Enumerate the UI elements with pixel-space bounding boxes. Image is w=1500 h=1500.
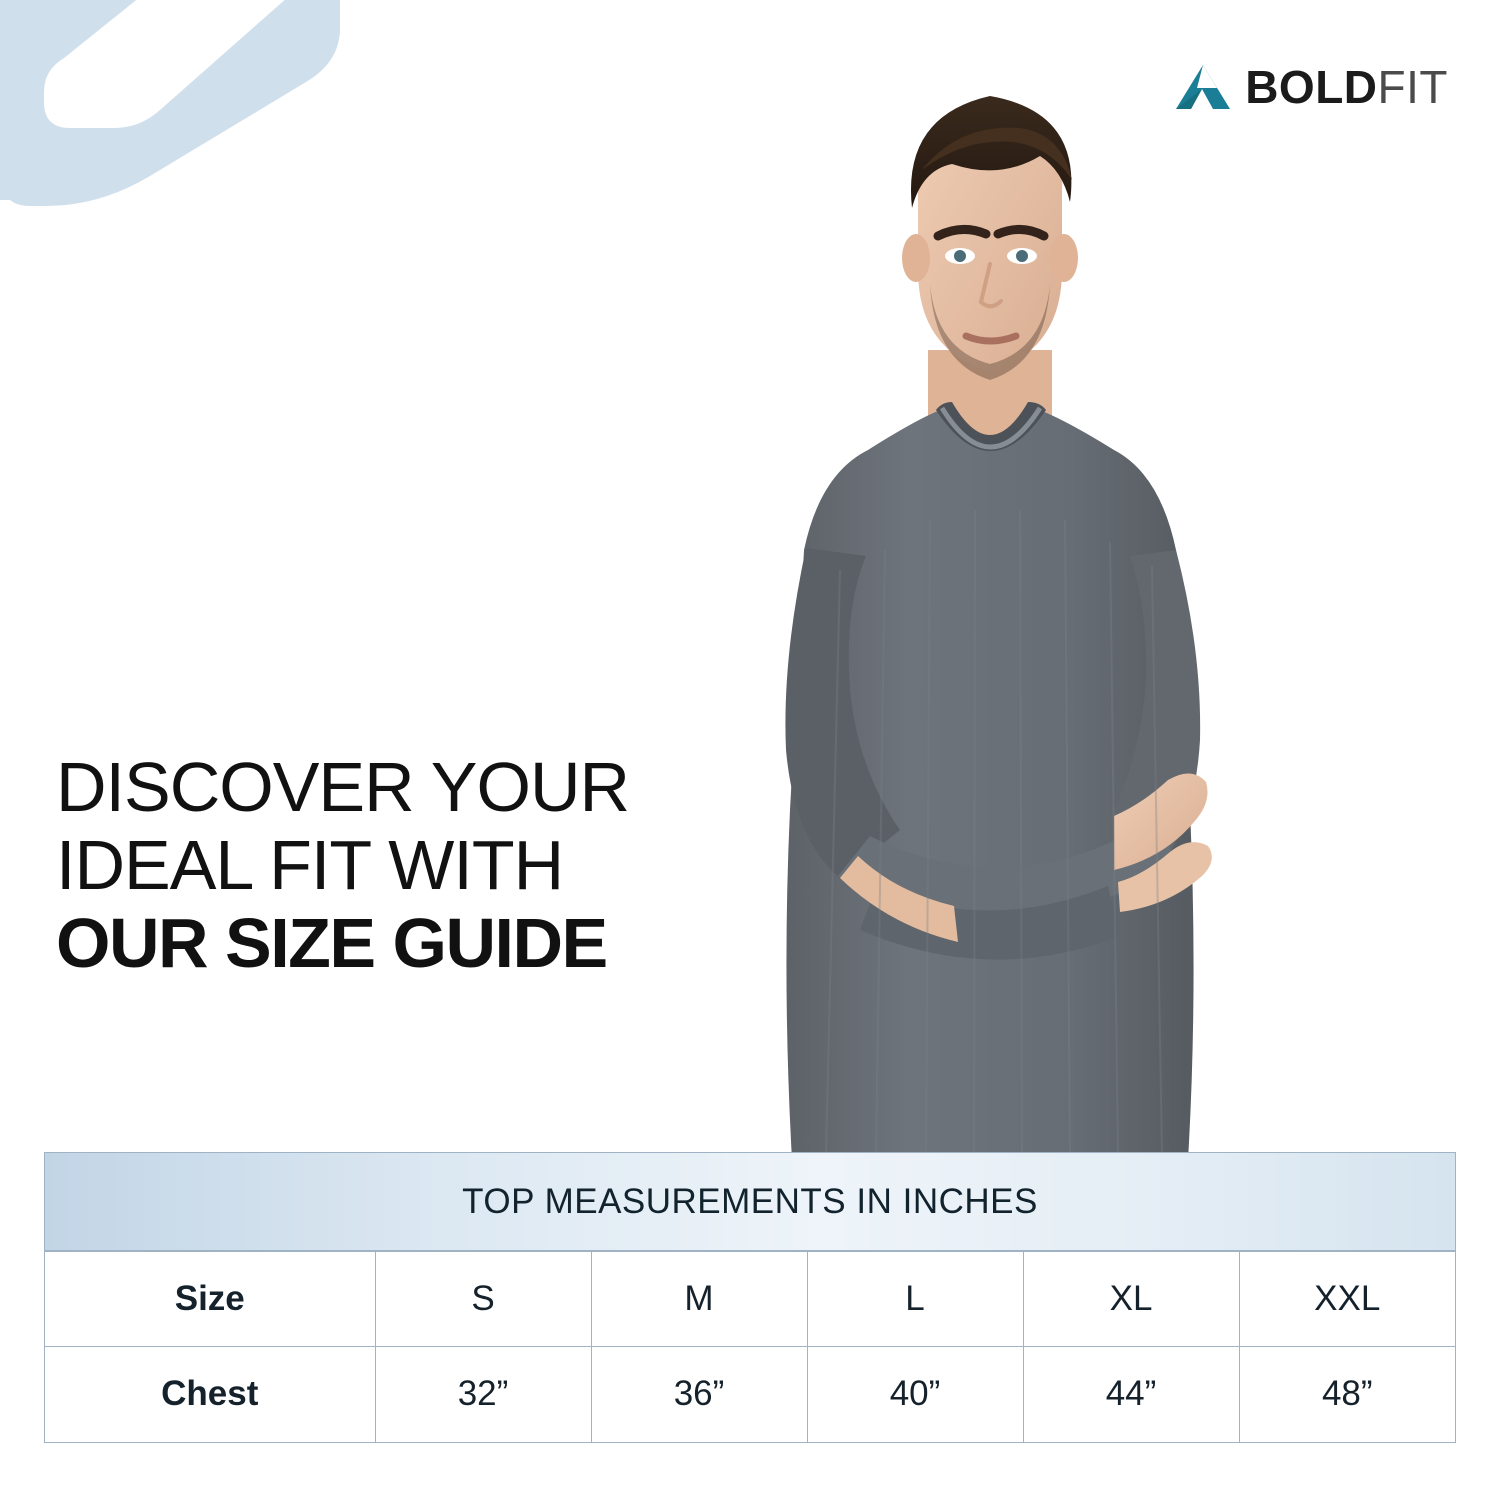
headline-line-2: IDEAL FIT WITH xyxy=(56,826,564,904)
size-m: M xyxy=(591,1252,807,1347)
size-chart-title-bar xyxy=(45,1153,1455,1251)
size-xl: XL xyxy=(1023,1252,1239,1347)
size-s: S xyxy=(375,1252,591,1347)
size-xxl: XXL xyxy=(1239,1252,1455,1347)
model-wearing-grey-thermal-top-illustration xyxy=(690,50,1330,1160)
decorative-swoosh xyxy=(0,0,420,300)
page-title xyxy=(56,748,676,982)
chest-m: 36” xyxy=(591,1347,807,1442)
chest-l: 40” xyxy=(807,1347,1023,1442)
swoosh-shape-icon xyxy=(0,0,420,300)
model-photo xyxy=(690,50,1330,1160)
size-chart-title: TOP MEASUREMENTS IN INCHES xyxy=(462,1181,1038,1221)
size-chart-grid xyxy=(45,1251,1455,1442)
size-l: L xyxy=(807,1252,1023,1347)
brand-name-bold: BOLD xyxy=(1245,61,1378,113)
headline-line-3: OUR SIZE GUIDE xyxy=(56,904,607,982)
chest-xl: 44” xyxy=(1023,1347,1239,1442)
size-chart xyxy=(44,1152,1456,1443)
brand-name-light: FIT xyxy=(1377,61,1448,113)
row-label-chest: Chest xyxy=(45,1347,375,1442)
table-row xyxy=(45,1347,1455,1442)
row-label-size: Size xyxy=(45,1252,375,1347)
headline-line-1: DISCOVER YOUR xyxy=(56,748,630,826)
chest-s: 32” xyxy=(375,1347,591,1442)
table-row xyxy=(45,1252,1455,1347)
chest-xxl: 48” xyxy=(1239,1347,1455,1442)
